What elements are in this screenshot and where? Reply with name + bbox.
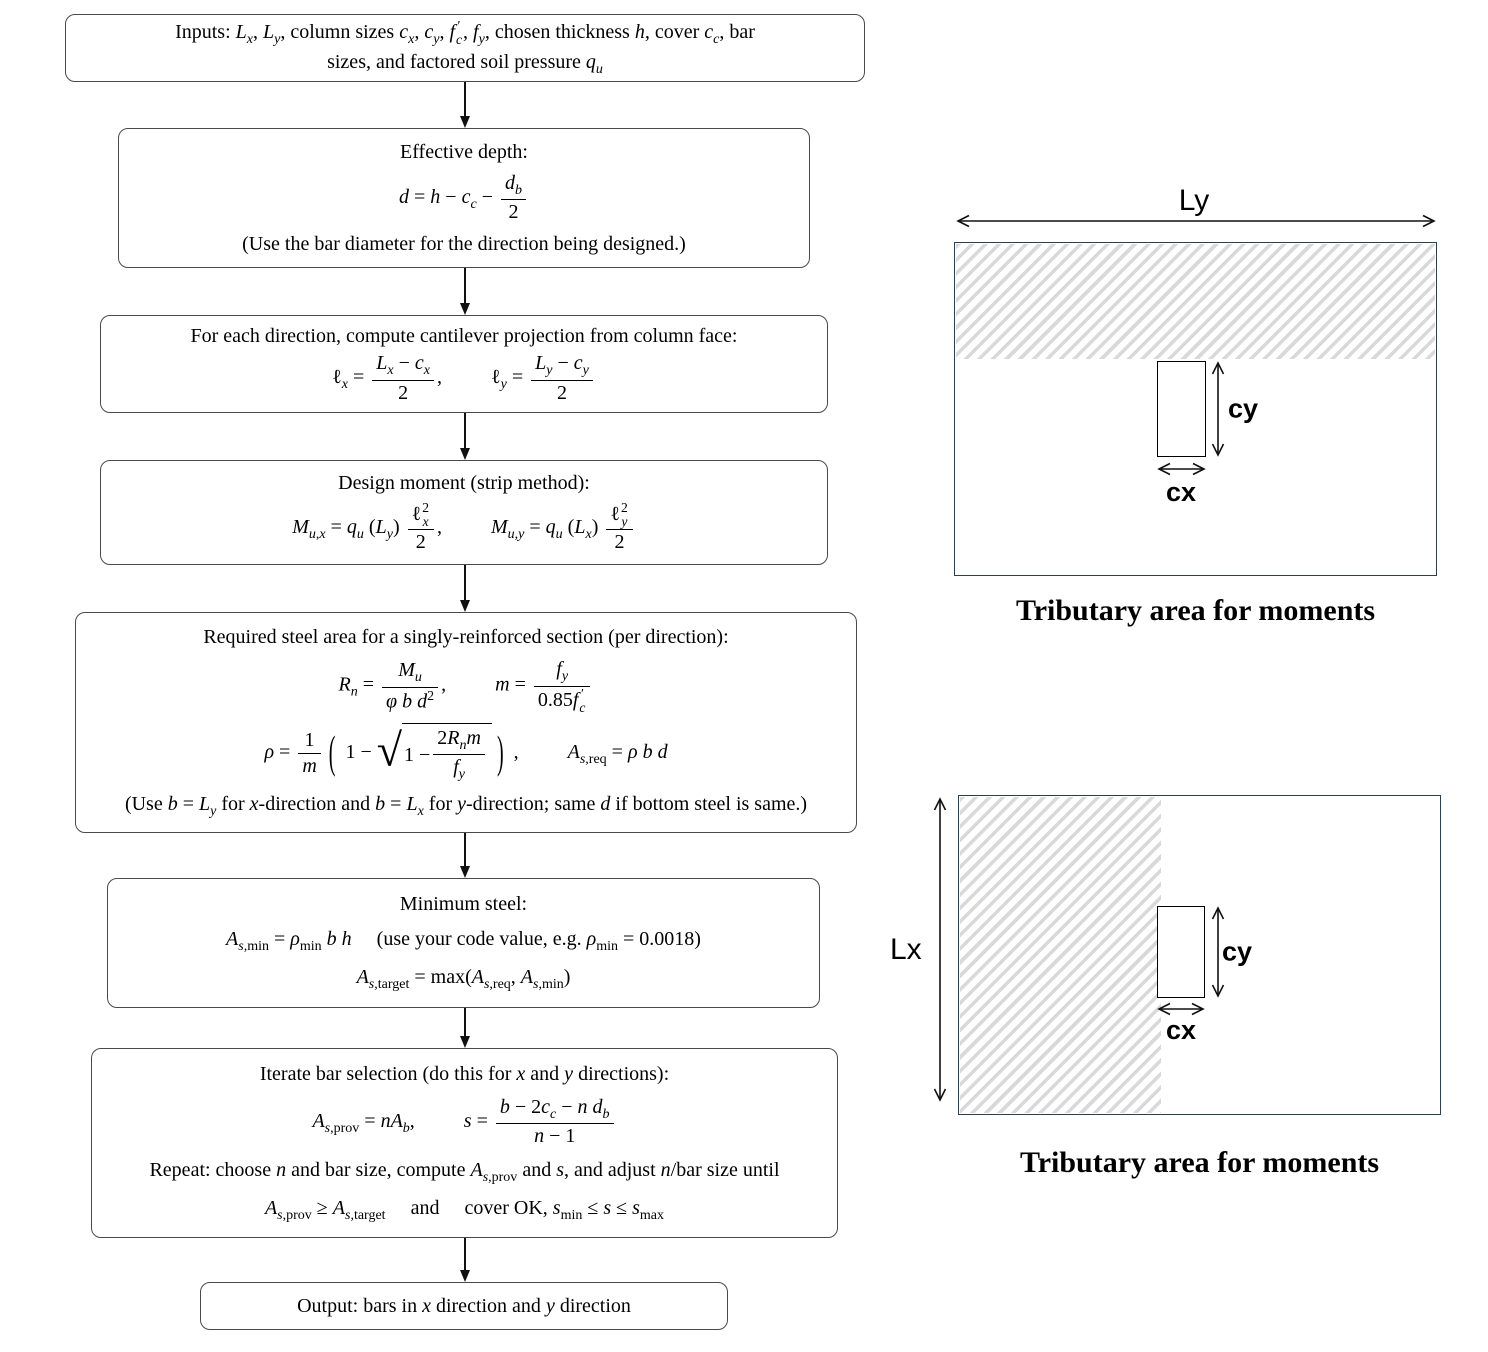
cx-label: cx — [1165, 477, 1197, 507]
cx-dimension-arrow — [1157, 1002, 1205, 1016]
cx-dimension-arrow — [1157, 462, 1206, 476]
flow-arrow-5 — [464, 833, 466, 878]
fbox-required-steel-area — [75, 612, 857, 833]
box-formula: $R_n$ = $\frac{M_u}{\varphi b d^2}$ , m = $f_y$ 0.85f ′ c — [86, 657, 846, 715]
hatched-tributary-area — [960, 797, 1161, 1113]
down-arrowhead-icon — [460, 600, 470, 612]
box-formula: $A_{s,target} = \max(A_{s,req}$, $A_{s,min}$) — [356, 966, 571, 993]
fbox-iterate-bar-selection — [91, 1048, 838, 1238]
box-note: (Use the bar diameter for the direction being designed.) — [242, 233, 686, 256]
output-text: Output: bars in x direction and y direction — [297, 1295, 631, 1317]
cx-label: cx — [1165, 1015, 1197, 1045]
fbox-cantilever-projection — [100, 315, 828, 413]
down-arrow-line — [464, 413, 466, 449]
box-formula: $A_{s,prov} = nA_b$, s = $\frac{b - 2c_c - n d_b}{n - 1}$ — [102, 1095, 827, 1150]
down-arrowhead-icon — [460, 116, 470, 128]
diagram-caption-bottom: Tributary area for moments — [1019, 1146, 1380, 1179]
fbox-output — [200, 1282, 728, 1330]
fbox-effective-depth — [118, 128, 810, 268]
box-title: Minimum steel: — [399, 893, 528, 916]
down-arrow-line — [464, 82, 466, 117]
fbox-minimum-steel — [107, 878, 820, 1008]
box-note: (Use $b = L_y$ for x-direction and $b = L_x$ for y-direction; same d if bottom steel is same.) — [124, 792, 808, 819]
box-formula: $A_{s,min} = \rho_{min}$ b h (use your code value, e.g. $\rho_{min} = 0.0018$) — [226, 927, 701, 954]
down-arrow-line — [464, 268, 466, 304]
down-arrow-line — [464, 565, 466, 601]
column-rect — [1157, 906, 1205, 998]
box-formula: $d = h - c_c$ − $\frac{d_b}{2}$ — [129, 171, 799, 226]
down-arrowhead-icon — [460, 1270, 470, 1282]
down-arrowhead-icon — [460, 303, 470, 315]
ly-label: Ly — [1178, 184, 1210, 217]
down-arrowhead-icon — [460, 1036, 470, 1048]
cy-label: cy — [1222, 936, 1253, 967]
diagram-caption-top: Tributary area for moments — [1015, 594, 1376, 627]
cy-label: cy — [1228, 393, 1259, 424]
lx-label: Lx — [890, 933, 922, 966]
ly-dimension-arrow — [956, 214, 1436, 228]
fbox-design-moment — [100, 460, 828, 565]
box-formula: ρ = $\frac{1}{m}$ ( 1 − √ 1 − $\frac{2R_nm}{f_y}$ ) , $A_{s,req} = \rho$ b d — [264, 724, 668, 782]
flow-arrow-7 — [464, 1238, 466, 1282]
down-arrow-line — [464, 1238, 466, 1271]
box-title: Effective depth: — [400, 140, 528, 163]
box-text: Repeat: choose n and bar size, compute $A_{s,prov}$ and s, and adjust n/bar size until — [149, 1158, 780, 1185]
box-formula: ℓ$_x$ = $\frac{L_x - c_x}{2}$ , ℓ$_y$ = $\frac{L_y - c_y}{2}$ — [111, 351, 817, 406]
flow-arrow-4 — [464, 565, 466, 612]
down-arrowhead-icon — [460, 448, 470, 460]
fbox-inputs — [65, 14, 865, 82]
down-arrowhead-icon — [460, 866, 470, 878]
lx-dimension-arrow — [933, 797, 947, 1102]
flow-arrow-2 — [464, 268, 466, 315]
flow-arrow-6 — [464, 1008, 466, 1048]
box-title: Design moment (strip method): — [338, 471, 590, 494]
inputs-text: Inputs: $L_x$, $L_y$, column sizes $c_x$, $c_y$, f ′ c , $f_y$, chosen thickness h, cover $c_c$, bar sizes, and factored soil pressure $q_u$ — [175, 18, 755, 78]
down-arrow-line — [464, 1008, 466, 1037]
flow-arrow-3 — [464, 413, 466, 460]
box-title: For each direction, compute cantilever projection from column face: — [190, 324, 738, 347]
hatched-tributary-area — [956, 244, 1435, 359]
box-formula: $M_{u,x} = q_u$ $(L_y)$ ℓ 2 x 2 , $M_{u,y} = q_u$ $(L_x)$ ℓ 2 y 2 — [111, 501, 817, 556]
flow-arrow-1 — [464, 82, 466, 128]
down-arrow-line — [464, 833, 466, 867]
box-formula: $A_{s,prov} \ge A_{s,target}$ and cover OK, $s_{min} \le s \le s_{max}$ — [264, 1196, 665, 1223]
cy-dimension-arrow — [1211, 361, 1225, 457]
column-rect — [1157, 361, 1206, 457]
box-title: Iterate bar selection (do this for x and y directions): — [259, 1062, 670, 1085]
box-title: Required steel area for a singly-reinforced section (per direction): — [203, 626, 729, 649]
